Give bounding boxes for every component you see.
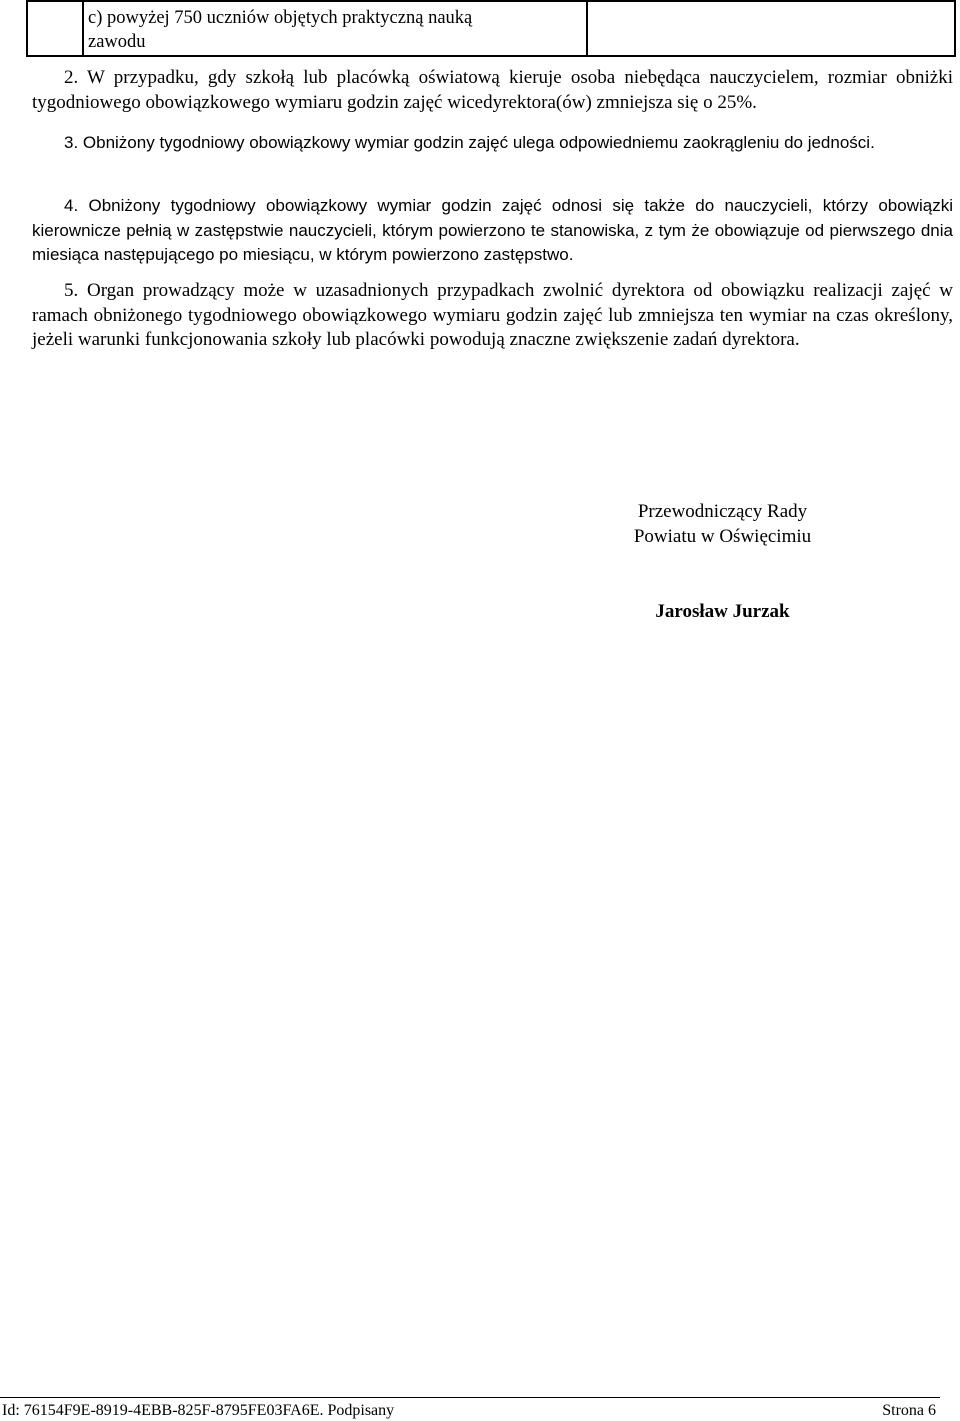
signature-name: Jarosław Jurzak	[655, 601, 790, 622]
signature-title-line2: Powiatu w Oświęcimiu	[633, 526, 812, 547]
table-cell-text-line1: c) powyżej 750 uczniów objętych praktyczną nauką	[88, 8, 473, 28]
table-cell-number	[28, 0, 84, 55]
signature-title-line1: Przewodniczący Rady	[637, 501, 808, 522]
table-fragment	[26, 0, 956, 57]
signature-title	[560, 499, 885, 549]
footer-divider	[0, 1397, 940, 1398]
footer-document-id: Id: 76154F9E-8919-4EBB-825F-8795FE03FA6E. Podpisany	[2, 1402, 395, 1419]
table-cell-description	[84, 0, 588, 55]
footer-page-number: Strona 6	[882, 1402, 936, 1419]
table-cell-value	[588, 0, 954, 55]
paragraph-2: 2. W przypadku, gdy szkołą lub placówką oświatową kieruje osoba niebędąca nauczycielem, rozmiar obniżki tygodniowego obowiązkowego wymiaru godzin zajęć wicedyrektora(ów) zmniejsza się o 25%.	[32, 67, 953, 113]
paragraph-5: 5. Organ prowadzący może w uzasadnionych przypadkach zwolnić dyrektora od obowiązku realizacji zajęć w ramach obniżonego tygodniowego obowiązkowego wymiaru godzin zajęć lub zmniejsza ten wymiar na czas określony, jeżeli warunki funkcjonowania szkoły lub placówki powodują znaczne zwiększenie zadań dyrektora.	[32, 280, 953, 350]
table-cell-text-line2: zawodu	[88, 32, 146, 52]
paragraph-3: 3. Obniżony tygodniowy obowiązkowy wymiar godzin zajęć ulega odpowiedniemu zaokrągleniu do jedności.	[64, 133, 875, 152]
paragraph-4: 4. Obniżony tygodniowy obowiązkowy wymiar godzin zajęć odnosi się także do nauczycieli, którzy obowiązki kierownicze pełnią w zastępstwie nauczycieli, którym powierzono te stanowiska, z tym że obowiązuje od pierwszego dnia miesiąca następującego po miesiącu, w którym powierzono zastępstwo.	[32, 196, 953, 264]
